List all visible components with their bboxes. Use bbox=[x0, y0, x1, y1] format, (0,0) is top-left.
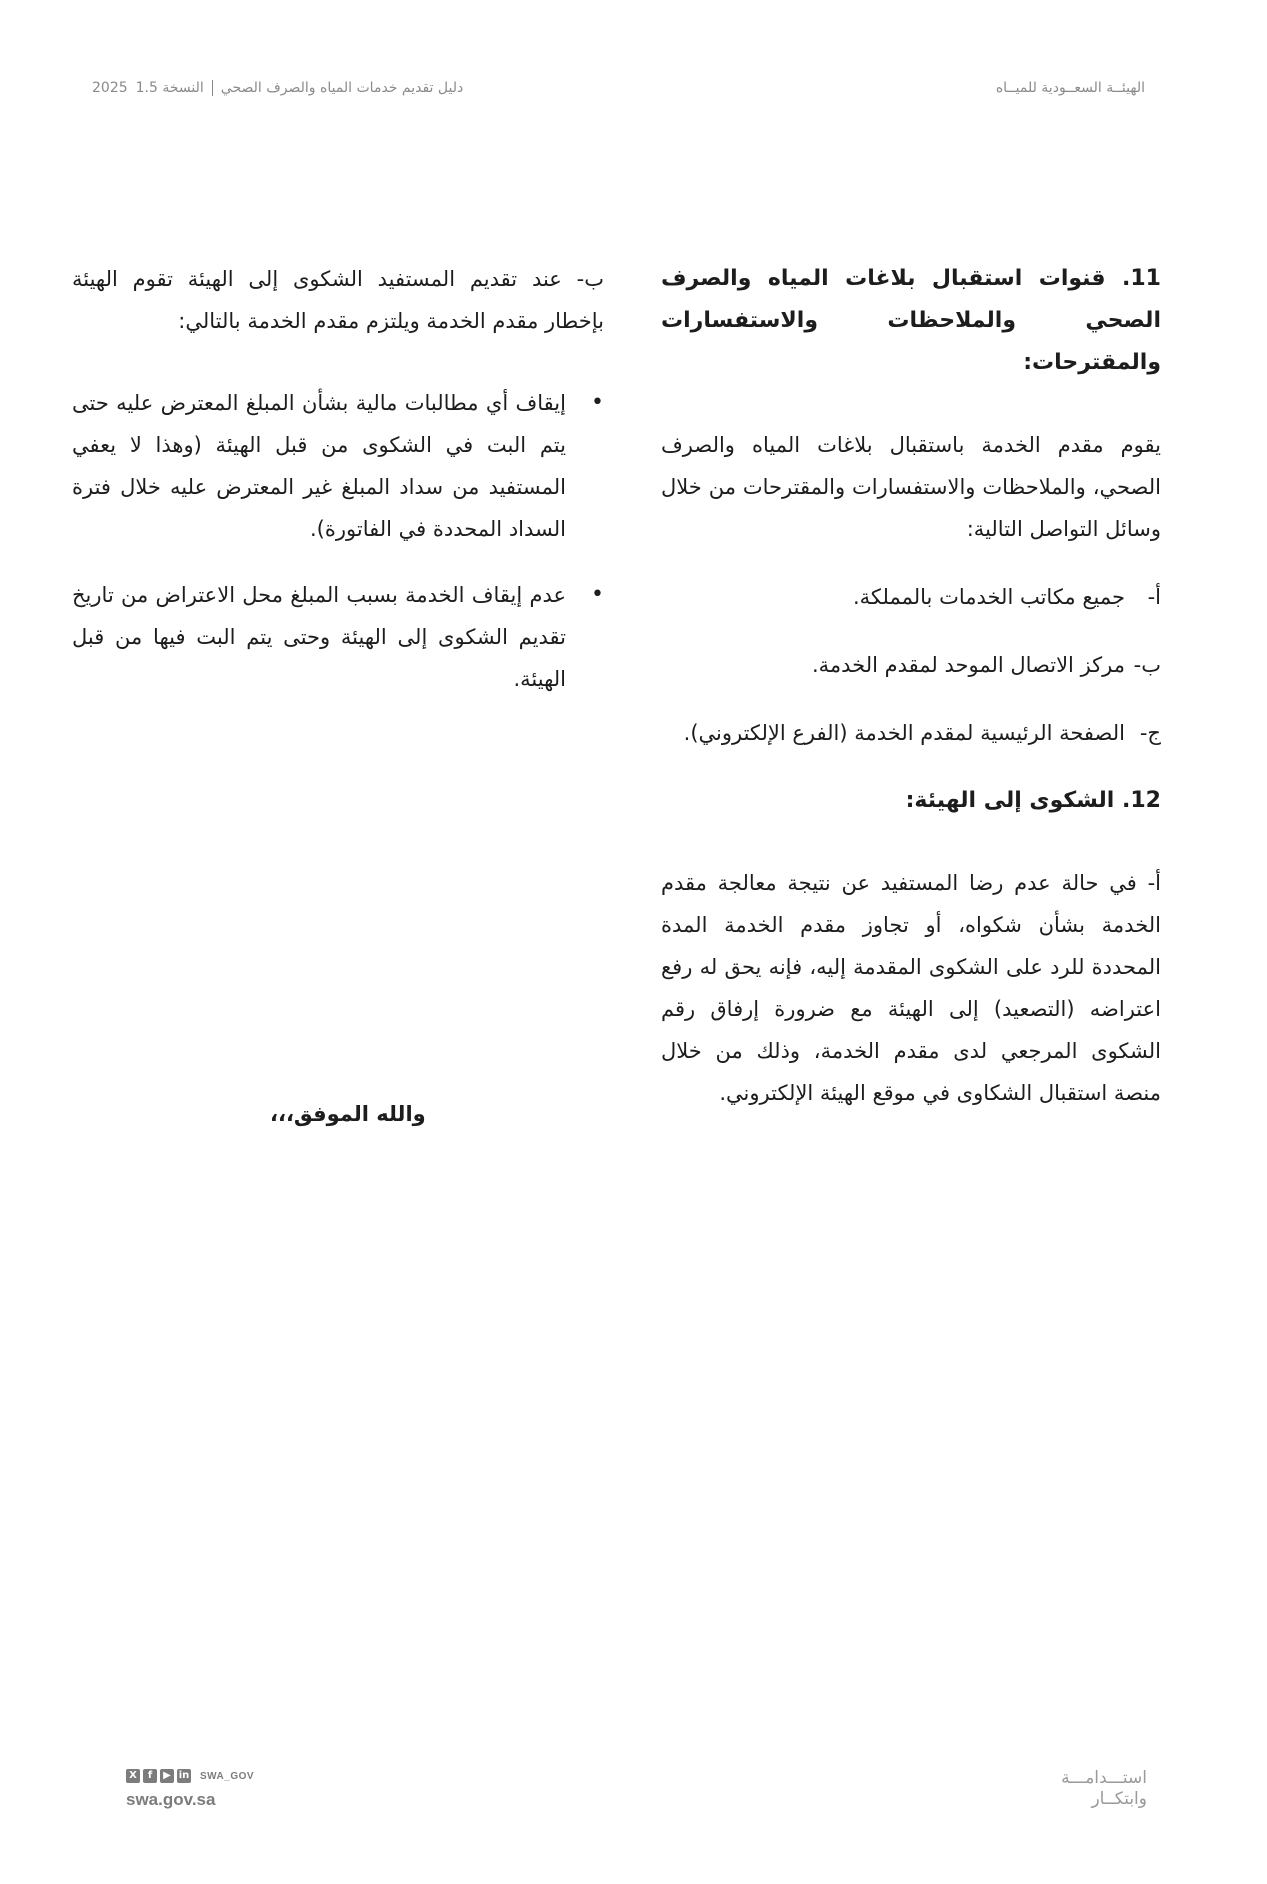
doc-year: 2025 bbox=[92, 80, 128, 96]
x-icon[interactable]: X bbox=[126, 1769, 140, 1783]
list-item: • إيقاف أي مطالبات مالية بشأن المبلغ المعترض عليه حتى يتم البت في الشكوى من قبل الهيئة (وهذا لا يعفي المستفيد من سداد المبلغ غير المعترض عليه خلال فترة السداد المحددة في الفاتورة). bbox=[72, 382, 604, 550]
social-links bbox=[126, 1769, 254, 1783]
section-12-title: 12. الشكوى إلى الهيئة: bbox=[905, 788, 1161, 813]
brand-line-2: وابتكــار bbox=[1091, 1789, 1147, 1809]
website-link[interactable]: swa.gov.sa bbox=[126, 1790, 216, 1809]
channel-text: جميع مكاتب الخدمات بالمملكة. bbox=[852, 585, 1125, 609]
list-marker: ج- bbox=[1139, 721, 1161, 745]
org-name: الهيئــة السعــودية للميــاه bbox=[995, 80, 1145, 96]
channel-item bbox=[661, 576, 1161, 618]
left-column bbox=[72, 258, 604, 724]
footer-brand bbox=[1061, 1768, 1147, 1810]
section-11-intro: يقوم مقدم الخدمة باستقبال بلاغات المياه والصرف الصحي، والملاحظات والاستفسارات والمقترحات من خلال وسائل التواصل التالية: bbox=[661, 433, 1161, 541]
doc-title: دليل تقديم خدمات المياه والصرف الصحي bbox=[220, 80, 464, 96]
section-11-title: 11. قنوات استقبال بلاغات المياه والصرف الصحي والملاحظات والاستفسارات والمقترحات: bbox=[661, 266, 1161, 375]
channel-item bbox=[661, 712, 1161, 754]
list-marker: أ- bbox=[1147, 585, 1161, 609]
right-column bbox=[661, 258, 1161, 1114]
document-header bbox=[92, 80, 463, 96]
section-12-paragraph-a: أ- في حالة عدم رضا المستفيد عن نتيجة معالجة مقدم الخدمة بشأن شكواه، أو تجاوز مقدم الخدمة المدة المحددة للرد على الشكوى المقدمة إليه، فإنه يحق له رفع اعتراضه (التصعيد) إلى الهيئة مع ضرورة إرفاق رقم الشكوى المرجعي لدى مقدم الخدمة، وذلك من خلال منصة استقبال الشكاوى في موقع الهيئة الإلكتروني. bbox=[661, 871, 1161, 1105]
channel-item bbox=[661, 644, 1161, 686]
youtube-icon[interactable]: ▶ bbox=[160, 1769, 174, 1783]
doc-version: النسخة 1.5 bbox=[135, 80, 204, 96]
channel-text: الصفحة الرئيسية لمقدم الخدمة (الفرع الإلكتروني). bbox=[683, 721, 1125, 745]
header-divider bbox=[212, 80, 213, 96]
closing-text: والله الموفق،،، bbox=[270, 1102, 426, 1126]
channel-text: مركز الاتصال الموحد لمقدم الخدمة. bbox=[811, 653, 1125, 677]
list-item: • عدم إيقاف الخدمة بسبب المبلغ محل الاعتراض من تاريخ تقديم الشكوى إلى الهيئة وحتى يتم البت فيها من قبل الهيئة. bbox=[72, 574, 604, 700]
list-marker: ب- bbox=[1133, 653, 1161, 677]
brand-line-1: استـــدامـــة bbox=[1061, 1768, 1147, 1788]
facebook-icon[interactable]: f bbox=[143, 1769, 157, 1783]
section-12-paragraph-b: ب- عند تقديم المستفيد الشكوى إلى الهيئة تقوم الهيئة بإخطار مقدم الخدمة ويلتزم مقدم الخدمة بالتالي: bbox=[72, 267, 604, 333]
social-handle: SWA_GOV bbox=[200, 1770, 255, 1782]
obligations-list bbox=[72, 382, 604, 700]
linkedin-icon[interactable]: in bbox=[178, 1770, 190, 1781]
